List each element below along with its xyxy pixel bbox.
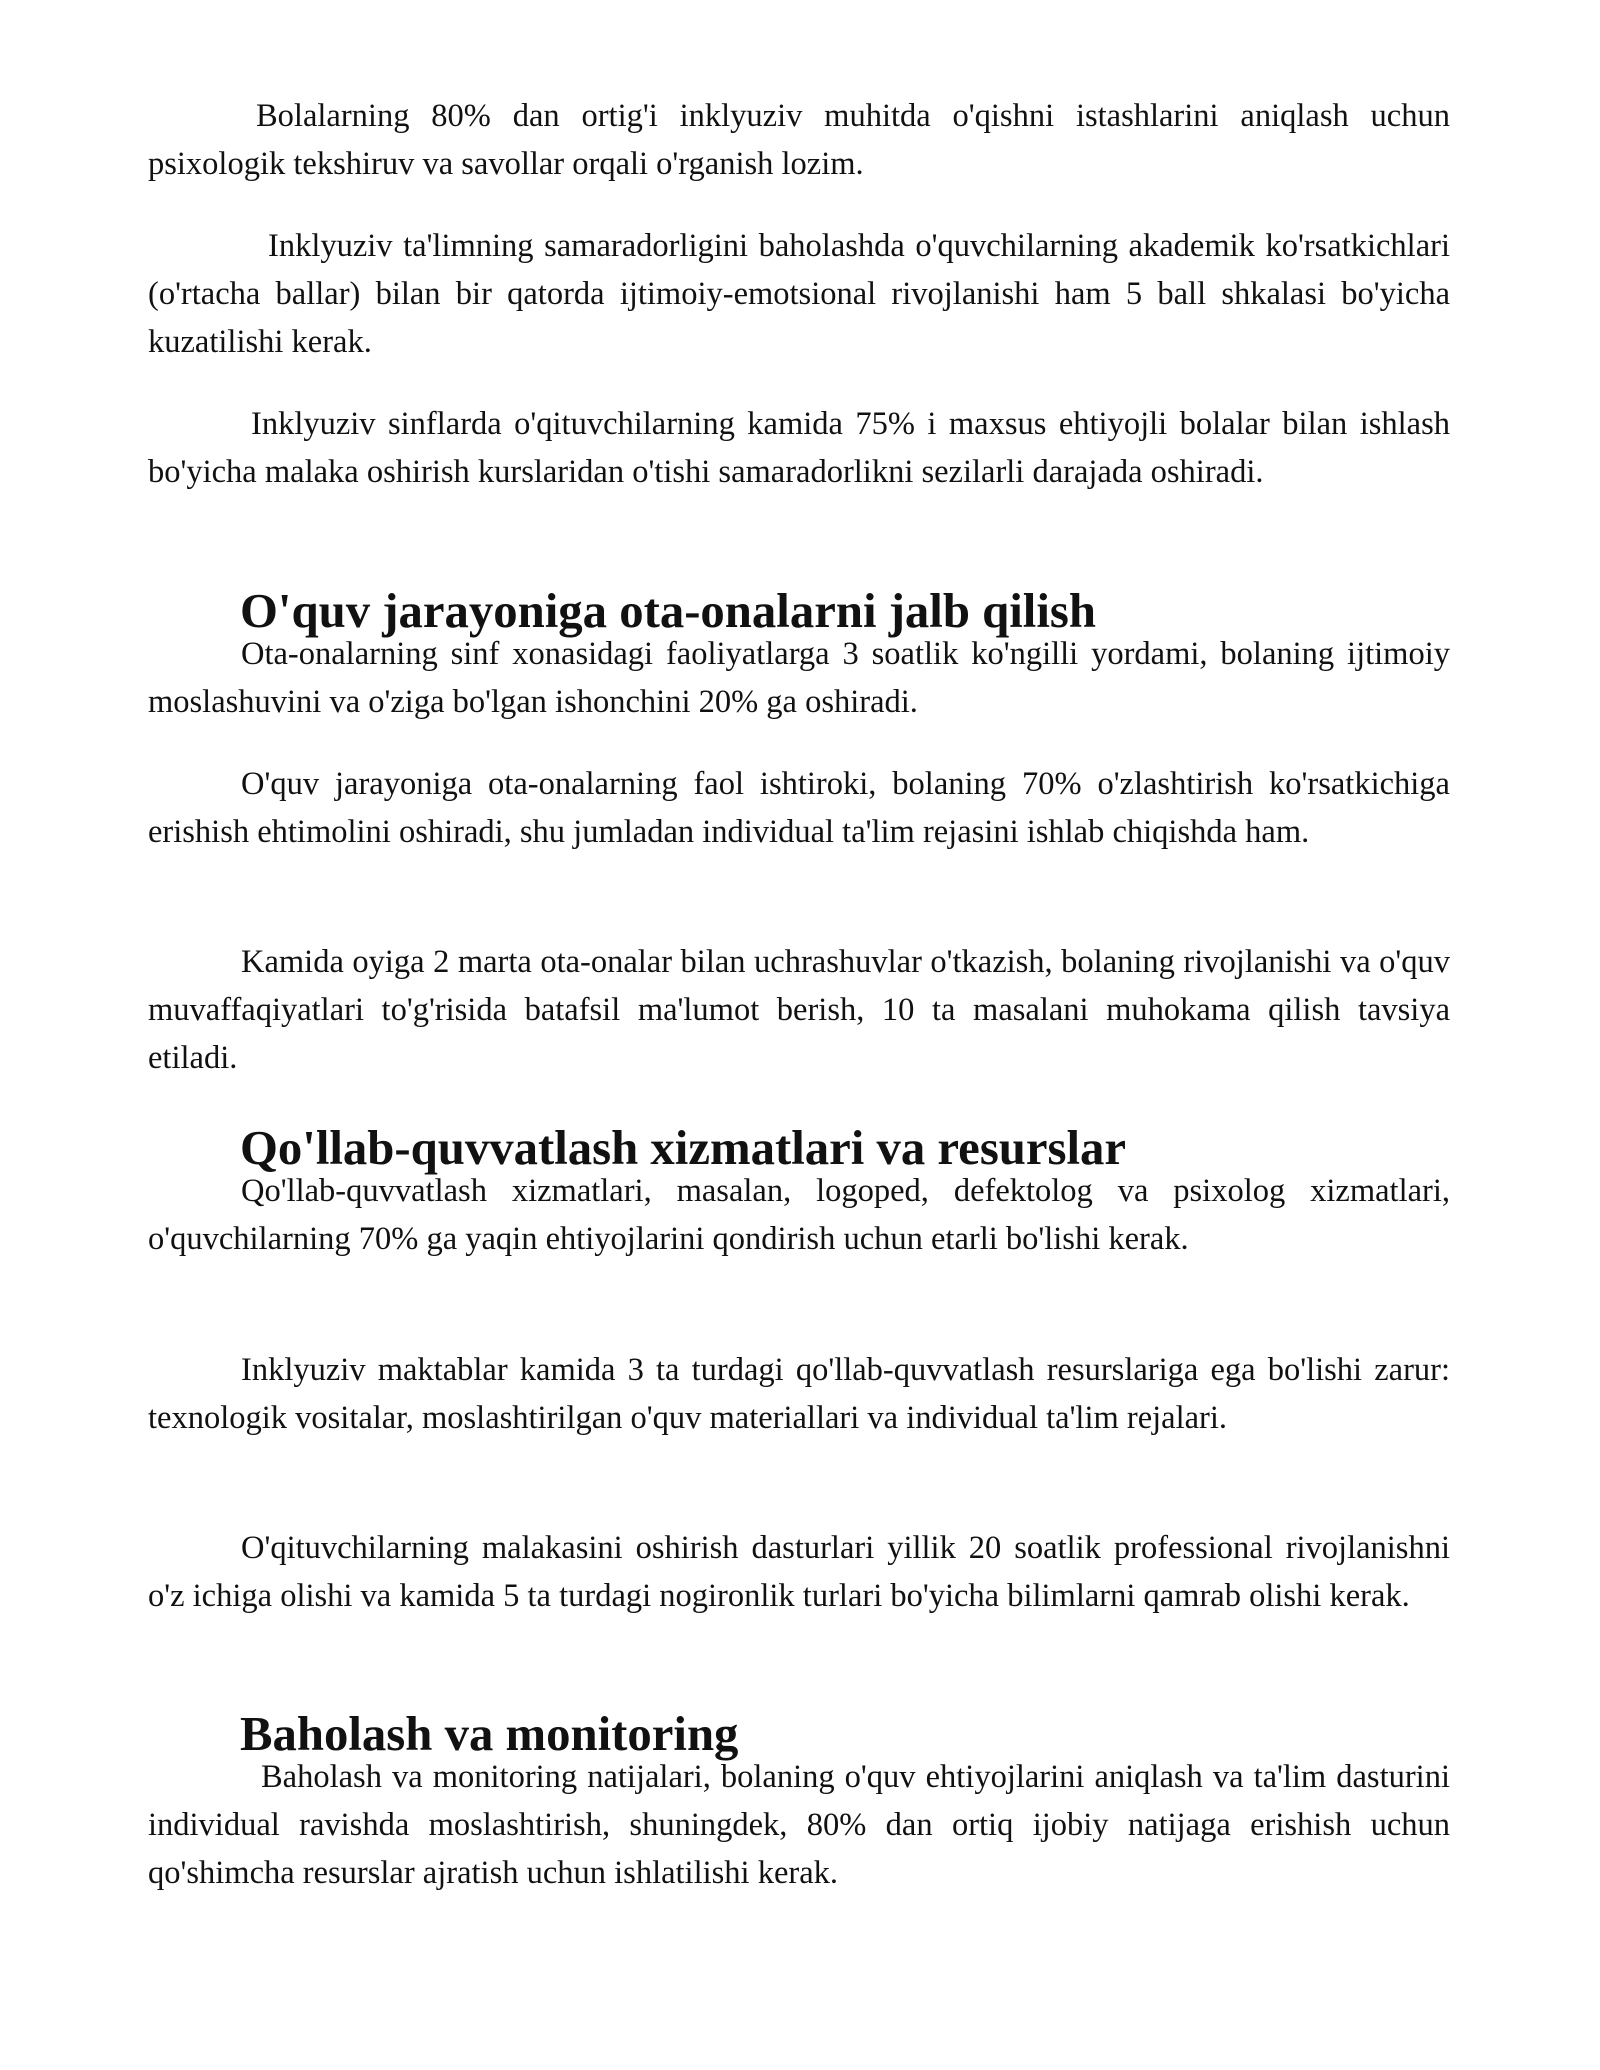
- section-heading-parent-involvement: O'quv jarayoniga ota-onalarni jalb qilish: [240, 584, 1096, 638]
- paragraph-effectiveness-assessment: Inklyuziv ta'limning samaradorligini baholashda o'quvchilarning akademik ko'rsatkichlari (o'rtacha ballar) bilan bir qatorda ijtimoiy-emotsional rivojlanishi ham 5 ball shkalasi bo'yicha kuzatilishi kerak.: [148, 228, 1450, 360]
- paragraph-monitoring-results: Baholash va monitoring natijalari, bolaning o'quv ehtiyojlarini aniqlash va ta'lim dasturini individual ravishda moslashtirish, shuningdek, 80% dan ortiq ijobiy natijaga erishish uchun qo'shimcha resurslar ajratish uchun ishlatilishi kerak.: [148, 1759, 1450, 1891]
- paragraph-specialist-services: Qo'llab-quvvatlash xizmatlari, masalan, logoped, defektolog va psixolog xizmatlari, o'quvchilarning 70% ga yaqin ehtiyojlarini qondirish uchun etarli bo'lishi kerak.: [148, 1173, 1450, 1257]
- section-heading-support-services: Qo'llab-quvvatlash xizmatlari va resurslar: [240, 1121, 1127, 1175]
- paragraph-parent-participation: O'quv jarayoniga ota-onalarning faol ishtiroki, bolaning 70% o'zlashtirish ko'rsatkichiga erishish ehtimolini oshiradi, shu jumladan individual ta'lim rejasini ishlab chiqishda ham.: [148, 766, 1450, 850]
- paragraph-support-resources: Inklyuziv maktablar kamida 3 ta turdagi qo'llab-quvvatlash resurslariga ega bo'lishi zarur: texnologik vositalar, moslashtirilgan o'quv materiallari va individual ta'lim rejalari.: [148, 1352, 1450, 1436]
- paragraph-parent-volunteering: Ota-onalarning sinf xonasidagi faoliyatlarga 3 soatlik ko'ngilli yordami, bolaning ijtimoiy moslashuvini va o'ziga bo'lgan ishonchini 20% ga oshiradi.: [148, 636, 1450, 720]
- paragraph-psychological-survey: Bolalarning 80% dan ortig'i inklyuziv muhitda o'qishni istashlarini aniqlash uchun psixologik tekshiruv va savollar orqali o'rganish lozim.: [148, 98, 1450, 182]
- paragraph-teacher-training: Inklyuziv sinflarda o'qituvchilarning kamida 75% i maxsus ehtiyojli bolalar bilan ishlash bo'yicha malaka oshirish kurslaridan o'tishi samaradorlikni sezilarli darajada oshiradi.: [148, 406, 1450, 490]
- section-heading-assessment-monitoring: Baholash va monitoring: [240, 1707, 739, 1761]
- paragraph-professional-development: O'qituvchilarning malakasini oshirish dasturlari yillik 20 soatlik professional rivojlanishni o'z ichiga olishi va kamida 5 ta turdagi nogironlik turlari bo'yicha bilimlarni qamrab olishi kerak.: [148, 1530, 1450, 1614]
- paragraph-parent-meetings: Kamida oyiga 2 marta ota-onalar bilan uchrashuvlar o'tkazish, bolaning rivojlanishi va o'quv muvaffaqiyatlari to'g'risida batafsil ma'lumot berish, 10 ta masalani muhokama qilish tavsiya etiladi.: [148, 944, 1450, 1076]
